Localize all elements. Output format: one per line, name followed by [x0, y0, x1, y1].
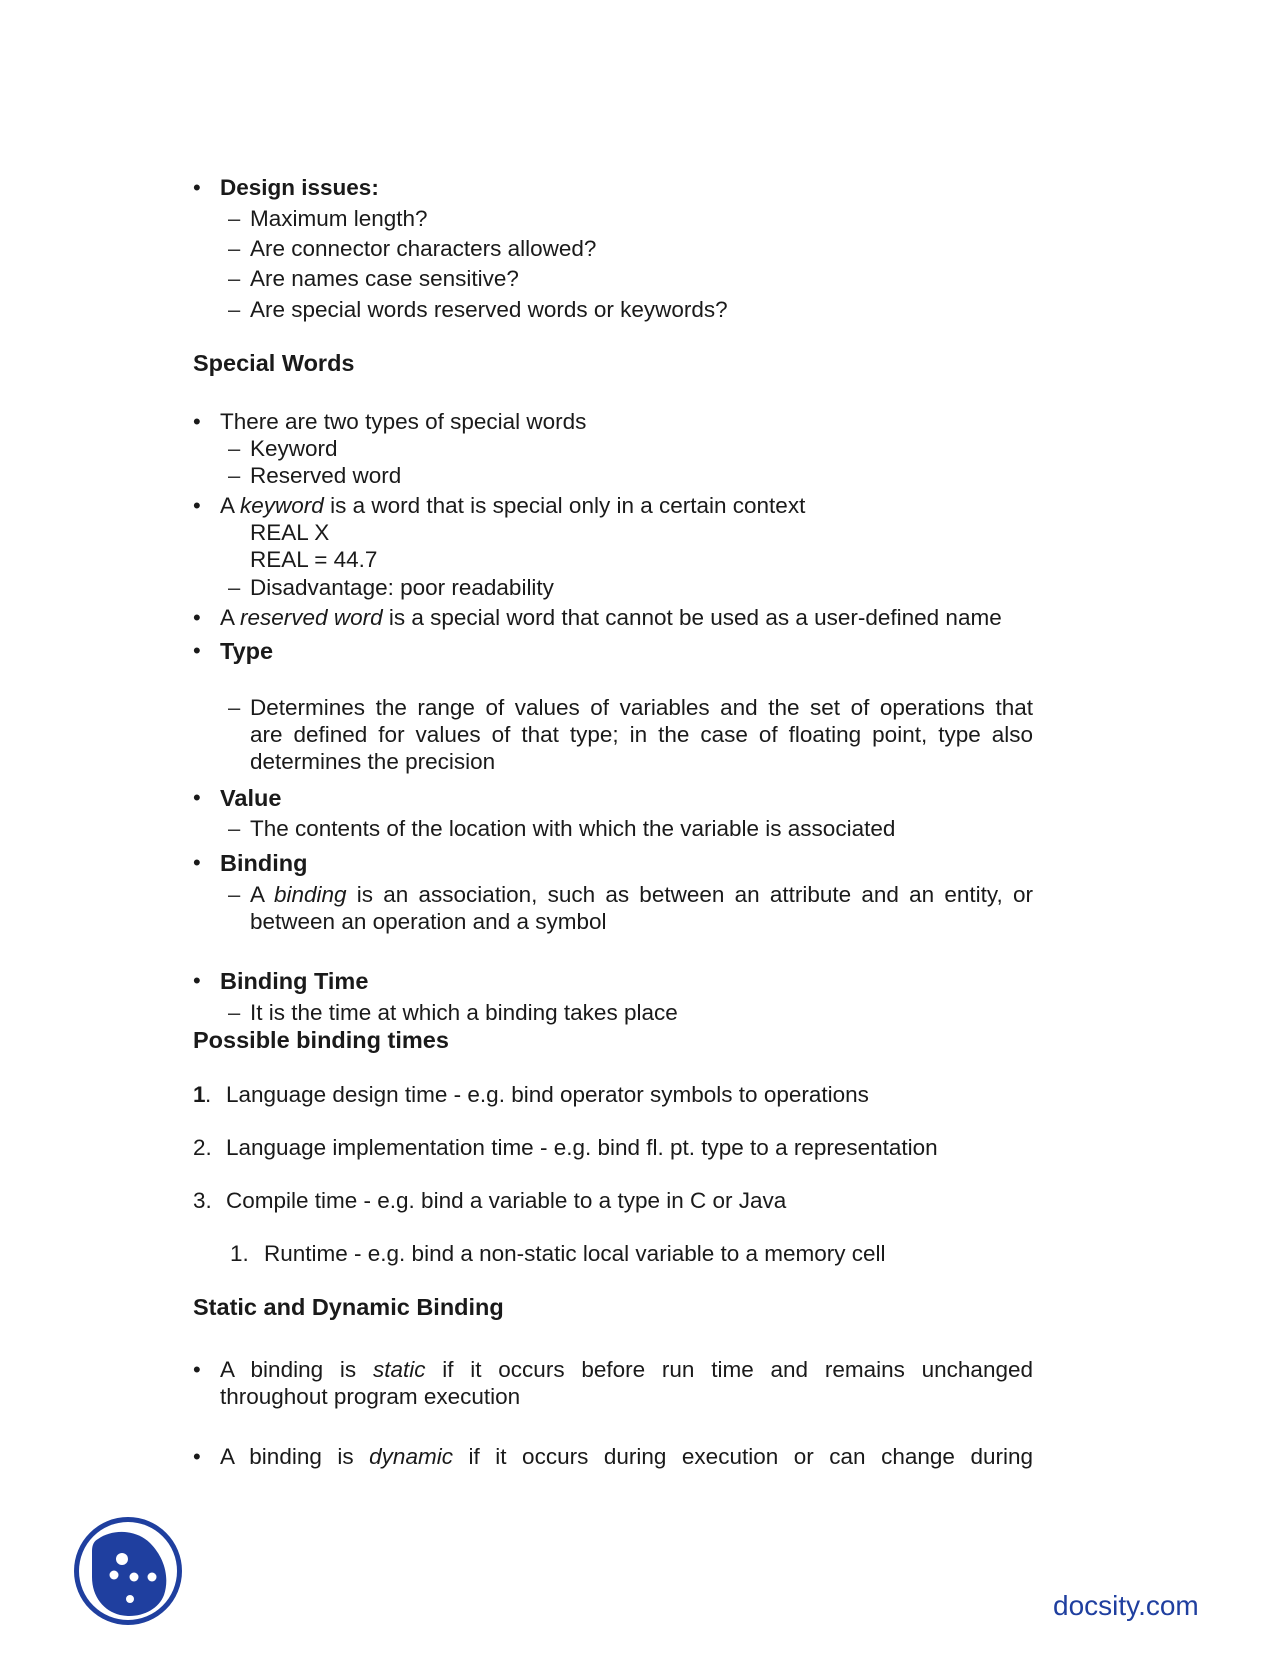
keyword-pre: A [220, 493, 241, 518]
dash-icon: – [228, 297, 241, 322]
binding-time-item: Compile time - e.g. bind a variable to a type in C or Java [226, 1188, 787, 1213]
binding-time-text: It is the time at which a binding takes place [250, 1000, 678, 1025]
special-words-intro: There are two types of special words [220, 409, 587, 434]
bullet-icon: • [193, 850, 201, 875]
dash-icon: – [228, 1000, 241, 1025]
reserved-pre: A [220, 605, 241, 630]
type-heading: Type [220, 638, 274, 664]
docsity-brand-link[interactable]: docsity.com [1053, 1590, 1199, 1621]
dynamic-term: dynamic [369, 1444, 453, 1469]
dynamic-post: if it occurs during execution or can change during [452, 1444, 1033, 1469]
docsity-logo-icon[interactable] [72, 1515, 184, 1627]
keyword-term: keyword [240, 493, 324, 518]
reserved-word-definition [220, 604, 1002, 632]
code-line: REAL X [250, 520, 330, 545]
dash-icon: – [228, 436, 241, 461]
possible-binding-times-heading: Possible binding times [193, 1027, 449, 1053]
binding-text-line: between an operation and a symbol [250, 909, 607, 934]
design-issue-item: Maximum length? [250, 206, 428, 231]
static-binding-line: throughout program execution [220, 1384, 521, 1409]
dash-icon: – [228, 206, 241, 231]
binding-term: binding [274, 882, 347, 907]
keyword-definition [220, 492, 805, 520]
design-issues-heading: Design issues: [220, 175, 379, 200]
binding-post: is an association, such as between an attribute and an entity, or [346, 882, 1033, 907]
bullet-icon: • [193, 638, 201, 663]
design-issue-item: Are special words reserved words or keywords? [250, 297, 728, 322]
list-number: 2. [193, 1135, 212, 1160]
design-issue-item: Are names case sensitive? [250, 266, 519, 291]
dash-icon: – [228, 882, 241, 907]
static-post: if it occurs before run time and remains unchanged [425, 1357, 1033, 1382]
reserved-term: reserved word [240, 605, 383, 630]
dash-icon: – [228, 695, 241, 720]
code-line: REAL = 44.7 [250, 547, 378, 572]
value-heading: Value [220, 785, 282, 811]
bullet-icon: • [193, 605, 201, 630]
bullet-icon: • [193, 1357, 201, 1382]
binding-heading: Binding [220, 850, 308, 876]
dash-icon: – [228, 266, 241, 291]
dynamic-pre: A binding is [220, 1444, 370, 1469]
binding-time-item: Language implementation time - e.g. bind fl. pt. type to a representation [226, 1135, 938, 1160]
dash-icon: – [228, 236, 241, 261]
binding-time-item: Runtime - e.g. bind a non-static local variable to a memory cell [264, 1241, 886, 1266]
binding-text-line [250, 881, 1033, 909]
list-number: 1 [193, 1082, 206, 1107]
static-term: static [372, 1357, 426, 1382]
binding-pre: A [250, 882, 274, 907]
type-text-line: Determines the range of values of variables and the set of operations that [250, 695, 1033, 720]
static-dynamic-heading: Static and Dynamic Binding [193, 1294, 504, 1320]
dash-icon: – [228, 575, 241, 600]
list-number-dot: . [205, 1082, 212, 1107]
design-issue-item: Are connector characters allowed? [250, 236, 597, 261]
static-pre: A binding is [220, 1357, 373, 1382]
keyword-post: is a word that is special only in a certain context [323, 493, 806, 518]
list-number: 1. [230, 1241, 249, 1266]
binding-time-item: Language design time - e.g. bind operator symbols to operations [226, 1082, 869, 1107]
bullet-icon: • [193, 1444, 201, 1469]
dash-icon: – [228, 463, 241, 488]
bullet-icon: • [193, 175, 201, 200]
dash-icon: – [228, 816, 241, 841]
type-text-line: determines the precision [250, 749, 496, 774]
special-word-type: Reserved word [250, 463, 402, 488]
list-number: 3. [193, 1188, 212, 1213]
bullet-icon: • [193, 409, 201, 434]
disadvantage-text: Disadvantage: poor readability [250, 575, 554, 600]
dynamic-binding-line [220, 1443, 1033, 1471]
special-words-heading: Special Words [193, 350, 355, 376]
value-text: The contents of the location with which the variable is associated [250, 816, 896, 841]
type-text-line: are defined for values of that type; in the case of floating point, type also [250, 722, 1033, 747]
static-binding-line [220, 1356, 1033, 1384]
bullet-icon: • [193, 785, 201, 810]
special-word-type: Keyword [250, 436, 338, 461]
reserved-post: is a special word that cannot be used as a user-defined name [382, 605, 1002, 630]
bullet-icon: • [193, 493, 201, 518]
binding-time-heading: Binding Time [220, 968, 369, 994]
bullet-icon: • [193, 968, 201, 993]
